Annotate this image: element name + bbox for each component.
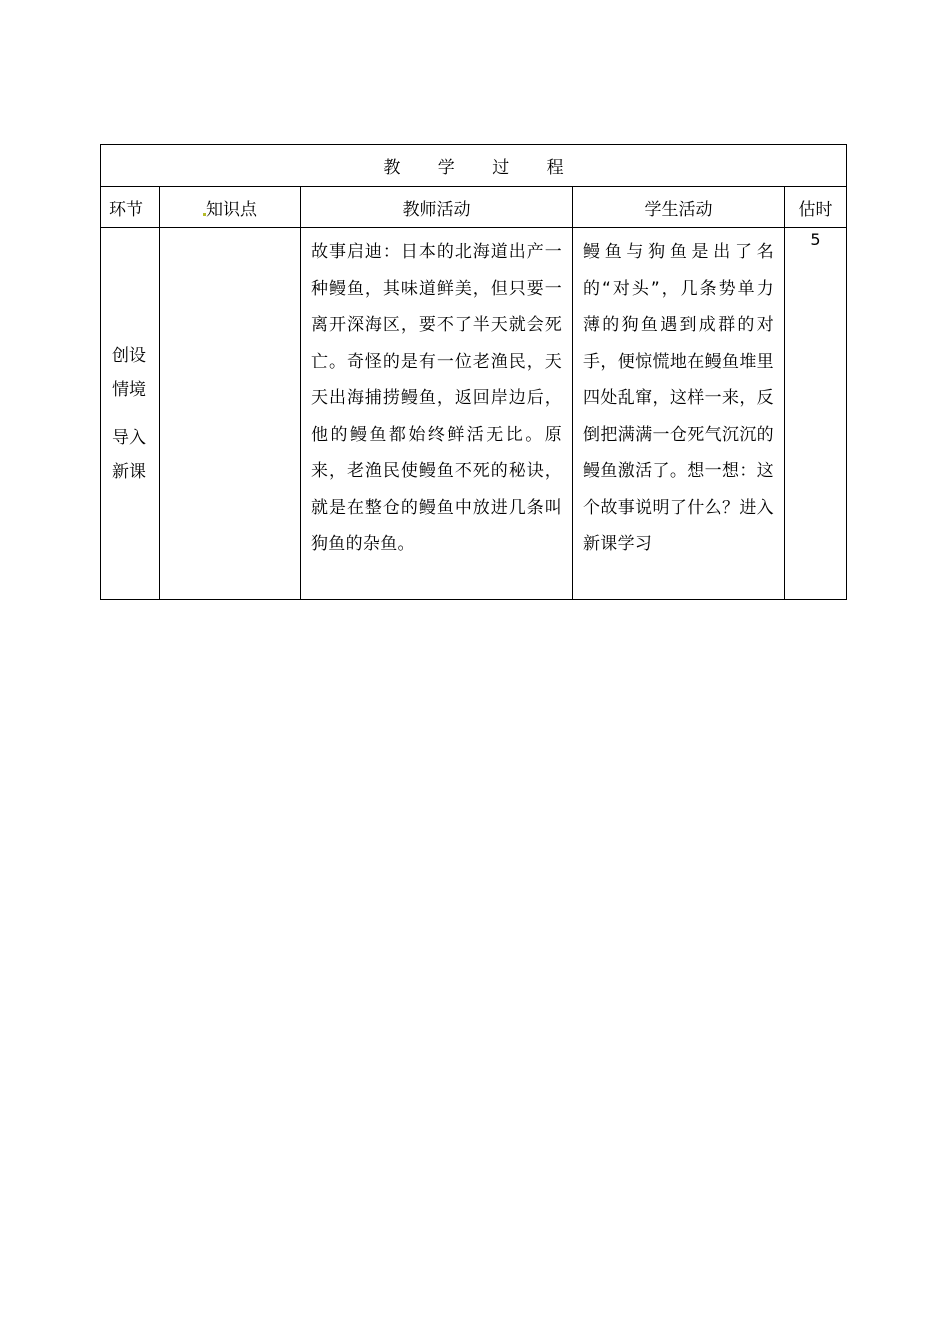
- content-row: [101, 228, 847, 600]
- header-knowledge-label: 知识点: [206, 199, 257, 220]
- teacher-activity-cell: 故事启迪：日本的北海道出产一种鳗鱼，其味道鲜美，但只要一离开深海区，要不了半天就会死亡。奇怪的是有一位老渔民，天天出海捕捞鳗鱼，返回岸边后，他的鳗鱼都始终鲜活无比。原来，老渔民使鳗鱼不死的秘诀，就是在整仓的鳗鱼中放进几条叫狗鱼的杂鱼。: [301, 228, 573, 600]
- header-teacher: 教师活动: [301, 187, 573, 228]
- time-estimate-cell: 5: [785, 228, 847, 600]
- stage-line: 导入: [112, 427, 146, 448]
- header-student: 学生活动: [573, 187, 785, 228]
- stage-line: 创设: [112, 345, 146, 366]
- student-activity-cell: 鳗鱼与狗鱼是出了名的“对头”，几条势单力薄的狗鱼遇到成群的对手，便惊慌地在鳗鱼堆里四处乱窜，这样一来，反倒把满满一仓死气沉沉的鳗鱼激活了。想一想：这个故事说明了什么？进入新课学习: [573, 228, 785, 600]
- header-time: 估时: [785, 187, 847, 228]
- table-title: 教 学 过 程: [101, 145, 847, 187]
- header-row: [101, 187, 847, 228]
- header-knowledge: [160, 187, 301, 228]
- stage-cell: [101, 228, 160, 600]
- teaching-process-table: [100, 144, 847, 600]
- header-stage: 环节: [101, 187, 160, 228]
- title-row: [101, 145, 847, 187]
- stage-line: 情境: [112, 379, 146, 400]
- stage-line: 新课: [112, 461, 146, 482]
- knowledge-cell: [160, 228, 301, 600]
